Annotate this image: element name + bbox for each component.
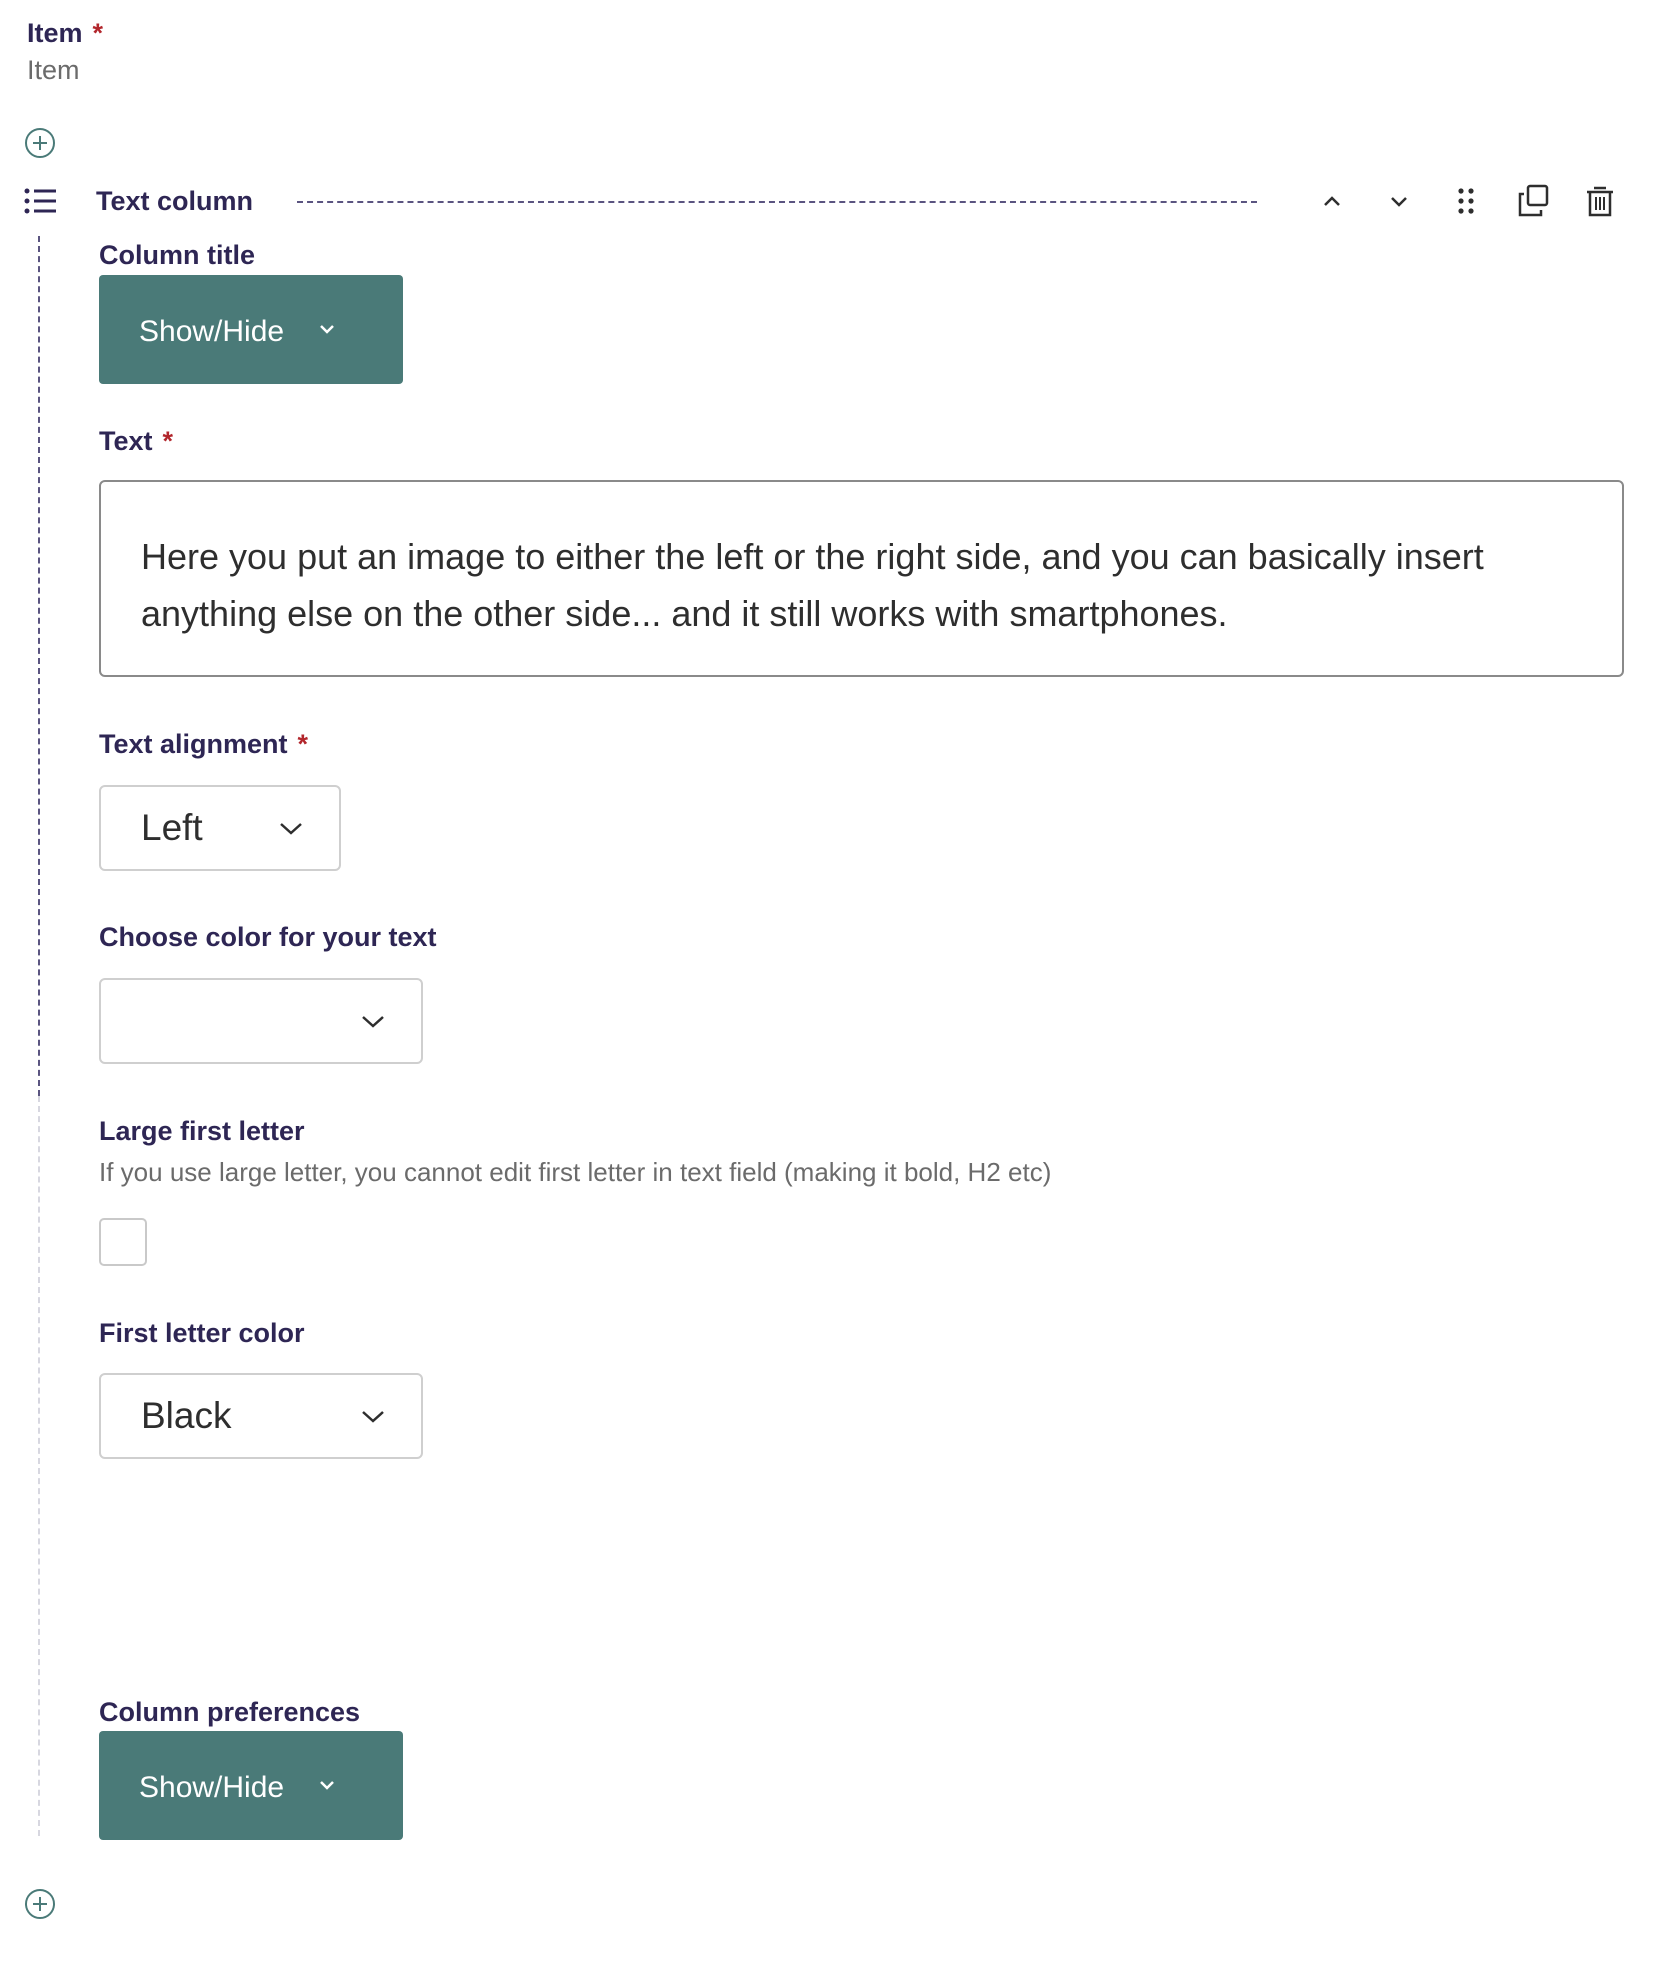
first-letter-color-select[interactable] xyxy=(99,1373,423,1459)
trash-icon[interactable] xyxy=(1580,182,1620,220)
item-value: Item xyxy=(27,55,80,85)
required-marker: * xyxy=(92,18,104,48)
chevron-down-icon xyxy=(360,1407,386,1427)
text-alignment-label xyxy=(99,729,308,760)
block-guide-line xyxy=(38,236,40,1096)
chevron-down-icon xyxy=(317,1778,337,1792)
block-header xyxy=(22,178,1622,224)
text-alignment-select[interactable] xyxy=(99,785,341,871)
column-preferences-label: Column preferences xyxy=(99,1697,361,1727)
large-first-letter-label: Large first letter xyxy=(99,1116,305,1146)
first-letter-color-value: Black xyxy=(141,1395,232,1436)
large-first-letter-help: If you use large letter, you cannot edit first letter in text field (making it bold, H2 etc) xyxy=(99,1157,1052,1187)
item-label-text: Item xyxy=(27,18,83,48)
item-label xyxy=(27,18,103,49)
drag-handle-icon[interactable] xyxy=(1446,182,1486,220)
text-label-text: Text xyxy=(99,426,153,456)
text-alignment-value: Left xyxy=(141,807,203,848)
required-marker: * xyxy=(297,729,309,759)
text-color-label: Choose color for your text xyxy=(99,922,437,952)
add-block-bottom-button[interactable] xyxy=(25,1889,55,1919)
block-guide-line-faint xyxy=(38,1096,40,1836)
chevron-down-icon xyxy=(317,322,337,336)
text-color-select[interactable] xyxy=(99,978,423,1064)
toggle-button-label: Show/Hide xyxy=(139,1771,285,1804)
toggle-button-label: Show/Hide xyxy=(139,315,285,348)
text-label xyxy=(99,426,173,457)
column-title-label: Column title xyxy=(99,240,255,270)
chevron-down-icon[interactable] xyxy=(1379,182,1419,220)
block-title: Text column xyxy=(96,186,254,216)
chevron-down-icon xyxy=(278,819,304,839)
column-title-toggle-button[interactable] xyxy=(99,275,403,384)
duplicate-icon[interactable] xyxy=(1513,182,1553,220)
chevron-down-icon xyxy=(360,1012,386,1032)
list-icon[interactable] xyxy=(24,188,56,214)
column-preferences-toggle-button[interactable] xyxy=(99,1731,403,1840)
add-block-top-button[interactable] xyxy=(25,128,55,158)
header-divider xyxy=(297,201,1257,203)
text-input[interactable]: Here you put an image to either the left or the right side, and you can basically insert anything else on the other side... and it still works with smartphones. xyxy=(99,480,1624,677)
text-alignment-label-text: Text alignment xyxy=(99,729,288,759)
first-letter-color-label: First letter color xyxy=(99,1318,305,1348)
required-marker: * xyxy=(162,426,174,456)
chevron-up-icon[interactable] xyxy=(1312,182,1352,220)
large-first-letter-checkbox[interactable] xyxy=(99,1218,147,1266)
